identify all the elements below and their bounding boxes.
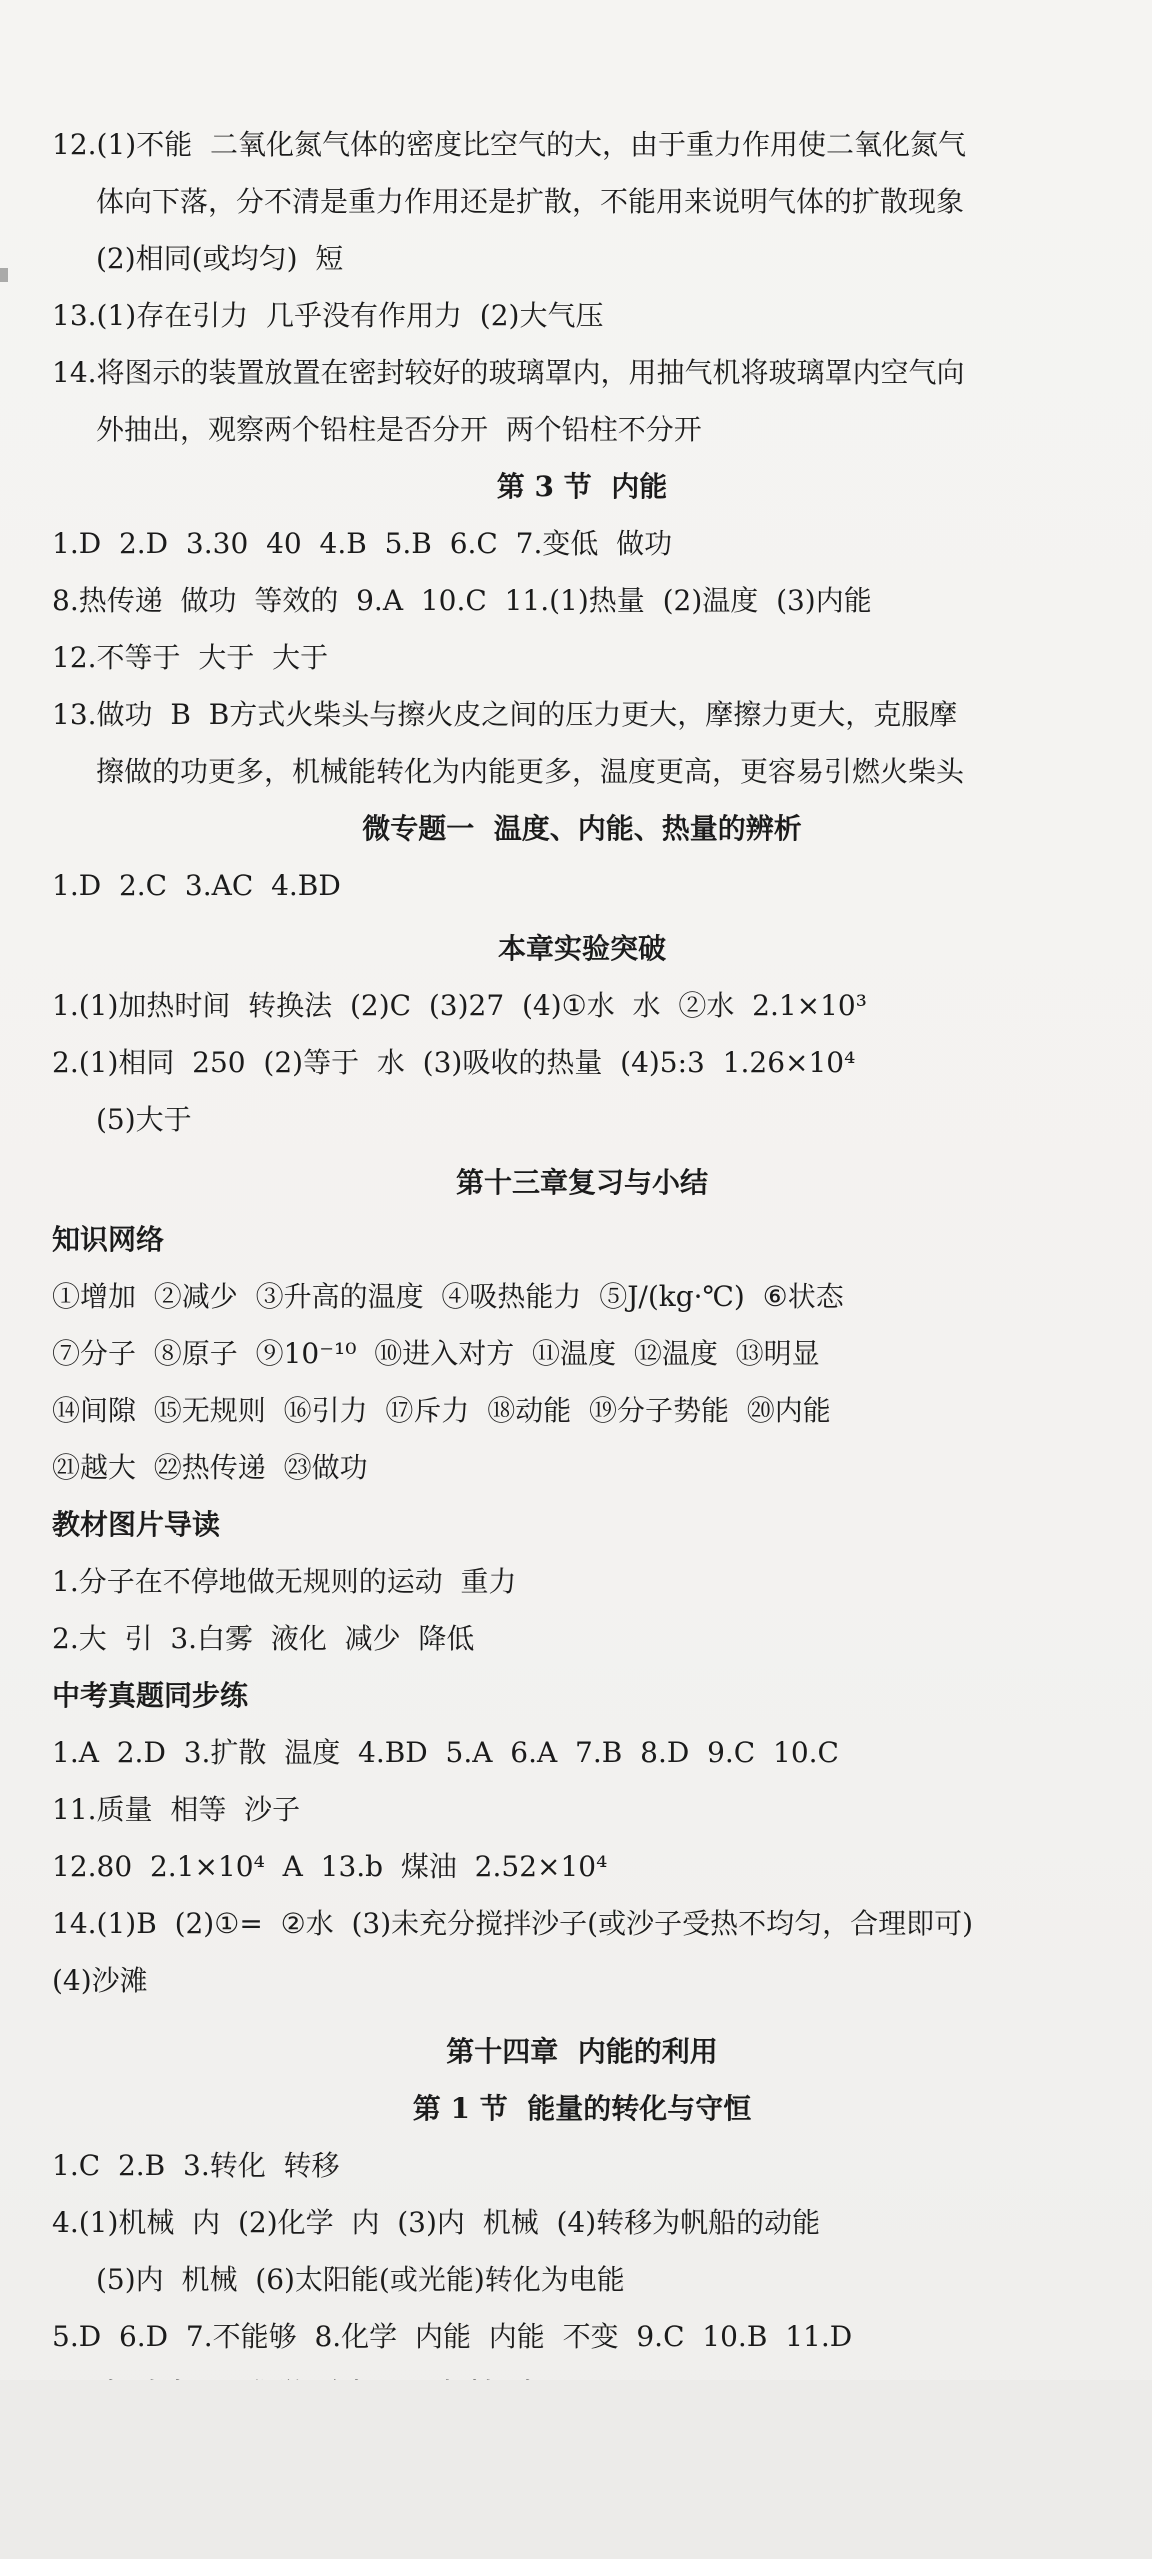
answer-line: 8.热传递 做功 等效的 9.A 10.C 11.(1)热量 (2)温度 (3)内能 [52, 584, 872, 617]
answer-line: 1.D 2.D 3.30 40 4.B 5.B 6.C 7.变低 做功 [52, 527, 673, 560]
answer-line: (4)沙滩 [52, 1964, 148, 1997]
answer-line: 外抽出，观察两个铅柱是否分开 两个铅柱不分开 [96, 413, 702, 446]
subsection-heading: 教材图片导读 [52, 1508, 221, 1541]
answer-line: 12.不等于 大于 大于 [52, 641, 329, 674]
answer-line: 2.(1)相同 250 (2)等于 水 (3)吸收的热量 (4)5:3 1.26×10⁴ [52, 1046, 856, 1079]
chapter-title: 第十四章 内能的利用 [446, 2035, 718, 2068]
section-title: 微专题一 温度、内能、热量的辨析 [362, 812, 802, 845]
answer-line: 5.D 6.D 7.不能够 8.化学 内能 内能 不变 9.C 10.B 11.D [52, 2320, 853, 2353]
answer-line: (5)内 机械 (6)太阳能(或光能)转化为电能 [96, 2263, 625, 2296]
answer-line: 12.80 2.1×10⁴ A 13.b 煤油 2.52×10⁴ [52, 1850, 608, 1883]
answer-line: 1.D 2.C 3.AC 4.BD [52, 869, 341, 902]
subsection-heading: 中考真题同步练 [52, 1679, 249, 1712]
section-title: 第 1 节 能量的转化与守恒 [412, 2092, 752, 2125]
answer-line: 1.分子在不停地做无规则的运动 重力 [52, 1565, 517, 1598]
answer-line: ⑦分子 ⑧原子 ⑨10⁻¹⁰ ⑩进入对方 ⑪温度 ⑫温度 ⑬明显 [52, 1337, 820, 1370]
page-bottom-margin [0, 2380, 1152, 2559]
answer-line: 2.大 引 3.白雾 液化 减少 降低 [52, 1622, 475, 1655]
answer-line: 13.做功 B B方式火柴头与擦火皮之间的压力更大，摩擦力更大，克服摩 [52, 698, 958, 731]
answer-line: 体向下落，分不清是重力作用还是扩散，不能用来说明气体的扩散现象 [96, 185, 965, 218]
answer-line: 擦做的功更多，机械能转化为内能更多，温度更高，更容易引燃火柴头 [96, 755, 965, 788]
answer-line: ①增加 ②减少 ③升高的温度 ④吸热能力 ⑤J/(kg·℃) ⑥状态 [52, 1280, 844, 1313]
answer-line: 14.(1)B (2)①= ②水 (3)未充分搅拌沙子(或沙子受热不均匀，合理即可) [52, 1907, 974, 1940]
answer-line: 1.A 2.D 3.扩散 温度 4.BD 5.A 6.A 7.B 8.D 9.C 10.C [52, 1736, 839, 1769]
answer-content [52, 116, 1112, 2422]
answer-line: (5)大于 [96, 1103, 192, 1136]
answer-line: ⑭间隙 ⑮无规则 ⑯引力 ⑰斥力 ⑱动能 ⑲分子势能 ⑳内能 [52, 1394, 831, 1427]
binding-mark [0, 268, 8, 282]
answer-line: 12.(1)不能 二氧化氮气体的密度比空气的大，由于重力作用使二氧化氮气 [52, 128, 966, 161]
answer-line: 1.(1)加热时间 转换法 (2)C (3)27 (4)①水 水 ②水 2.1×10³ [52, 989, 867, 1022]
answer-line: ㉑越大 ㉒热传递 ㉓做功 [52, 1451, 368, 1484]
answer-line: 14.将图示的装置放置在密封较好的玻璃罩内，用抽气机将玻璃罩内空气向 [52, 356, 965, 389]
answer-line: 13.(1)存在引力 几乎没有作用力 (2)大气压 [52, 299, 604, 332]
chapter-review-title: 第十三章复习与小结 [455, 1166, 708, 1199]
answer-line: 4.(1)机械 内 (2)化学 内 (3)内 机械 (4)转移为帆船的动能 [52, 2206, 821, 2239]
answer-line: 11.质量 相等 沙子 [52, 1793, 301, 1826]
section-title: 本章实验突破 [497, 932, 666, 965]
answer-line: 1.C 2.B 3.转化 转移 [52, 2149, 340, 2182]
section-title: 第 3 节 内能 [496, 470, 668, 503]
answer-line: (2)相同(或均匀) 短 [96, 242, 344, 275]
subsection-heading: 知识网络 [52, 1223, 165, 1256]
